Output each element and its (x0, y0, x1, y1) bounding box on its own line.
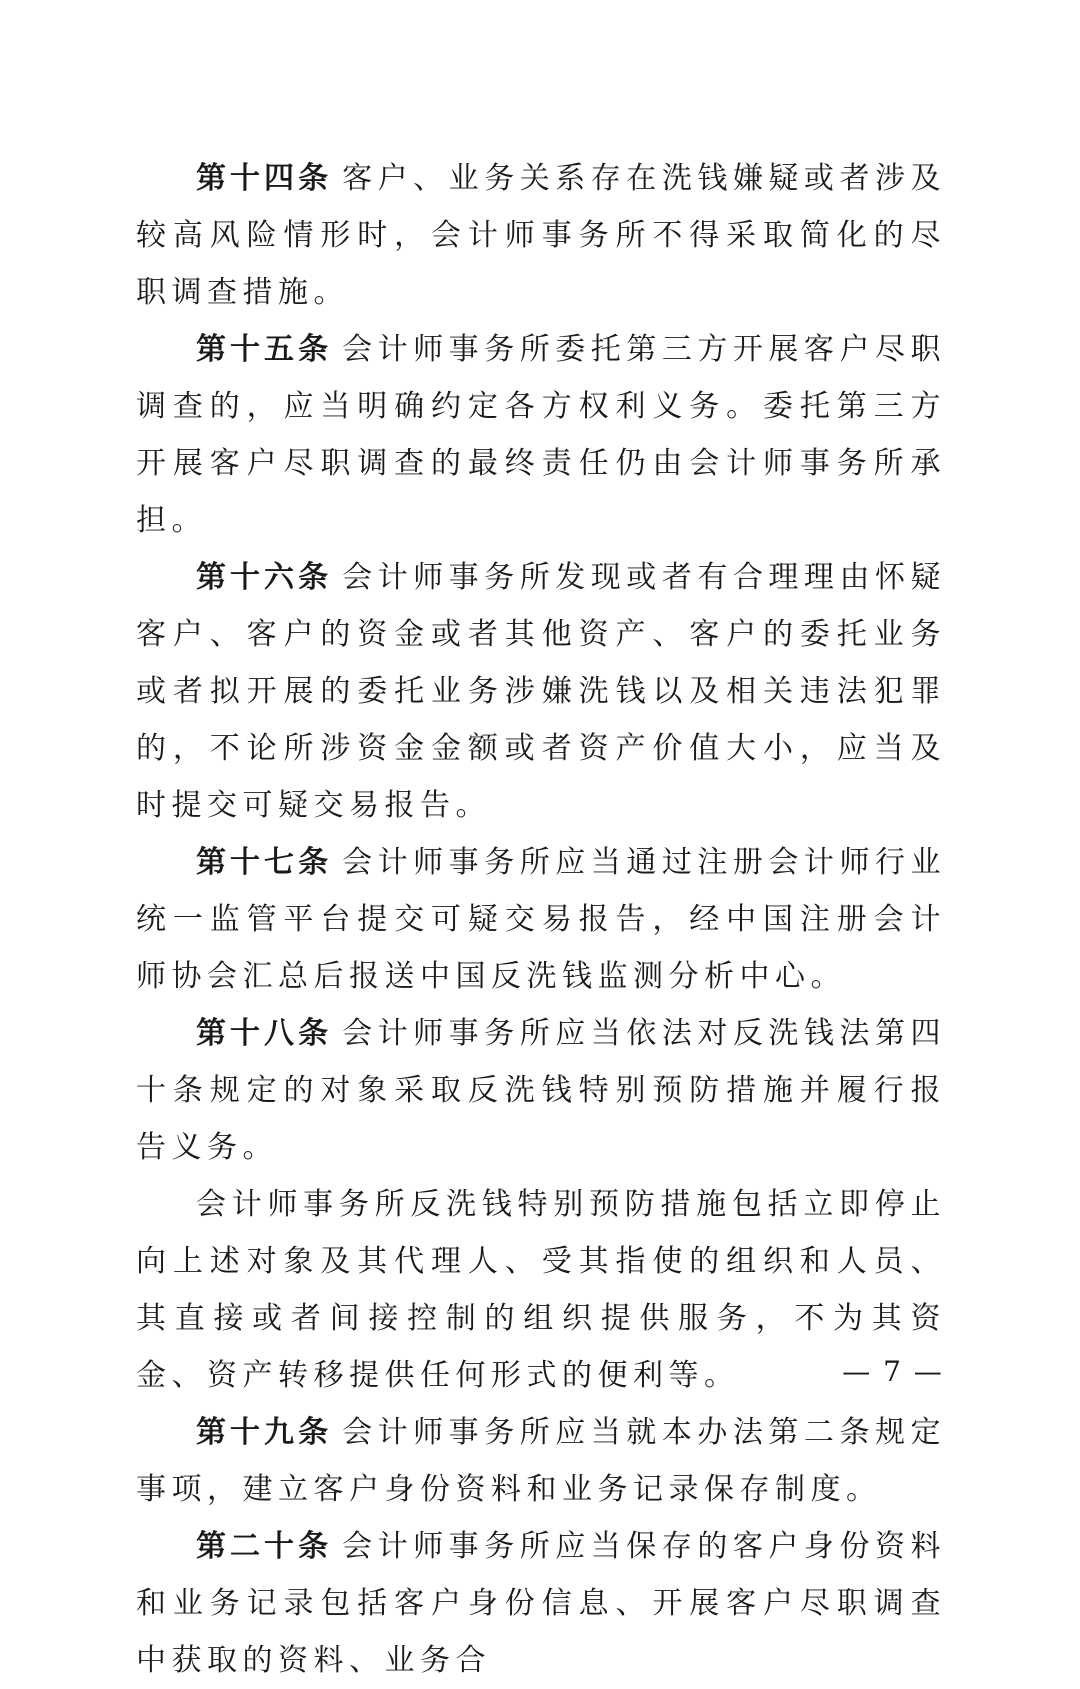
article-15 (136, 321, 946, 549)
article-heading: 第十五条 (196, 332, 333, 367)
article-17 (136, 834, 946, 1005)
article-text: 会计师事务所应当就本办法第二条规定事项，建立客户身份资料和业务记录保存制度。 (136, 1415, 947, 1507)
article-14 (136, 150, 946, 321)
article-text: 会计师事务所委托第三方开展客户尽职调查的，应当明确约定各方权利义务。委托第三方开展客户尽职调查的最终责任仍由会计师事务所承担。 (136, 332, 947, 538)
article-18-continuation: 会计师事务所反洗钱特别预防措施包括立即停止向上述对象及其代理人、受其指使的组织和人员、其直接或者间接控制的组织提供服务，不为其资金、资产转移提供任何形式的便利等。 (136, 1187, 946, 1393)
article-heading: 第十八条 (196, 1016, 333, 1051)
article-text: 客户、业务关系存在洗钱嫌疑或者涉及较高风险情形时，会计师事务所不得采取简化的尽职调查措施。 (136, 161, 947, 310)
article-16 (136, 549, 946, 834)
article-heading: 第二十条 (196, 1529, 333, 1564)
article-heading: 第十六条 (196, 560, 333, 595)
article-20 (136, 1518, 946, 1689)
page-number: — 7 — (842, 1355, 944, 1388)
document-body (136, 150, 946, 1689)
article-heading: 第十七条 (196, 845, 333, 880)
article-heading: 第十四条 (196, 161, 333, 196)
article-text: 会计师事务所发现或者有合理理由怀疑客户、客户的资金或者其他资产、客户的委托业务或者拟开展的委托业务涉嫌洗钱以及相关违法犯罪的，不论所涉资金金额或者资产价值大小，应当及时提交可疑交易报告。 (136, 560, 947, 823)
article-heading: 第十九条 (196, 1415, 333, 1450)
article-text: 会计师事务所应当通过注册会计师行业统一监管平台提交可疑交易报告，经中国注册会计师协会汇总后报送中国反洗钱监测分析中心。 (136, 845, 947, 994)
article-text: 会计师事务所应当保存的客户身份资料和业务记录包括客户身份信息、开展客户尽职调查中获取的资料、业务合 (136, 1529, 947, 1678)
article-18 (136, 1005, 946, 1176)
article-text: 会计师事务所应当依法对反洗钱法第四十条规定的对象采取反洗钱特别预防措施并履行报告义务。 (136, 1016, 947, 1165)
article-19 (136, 1404, 946, 1518)
